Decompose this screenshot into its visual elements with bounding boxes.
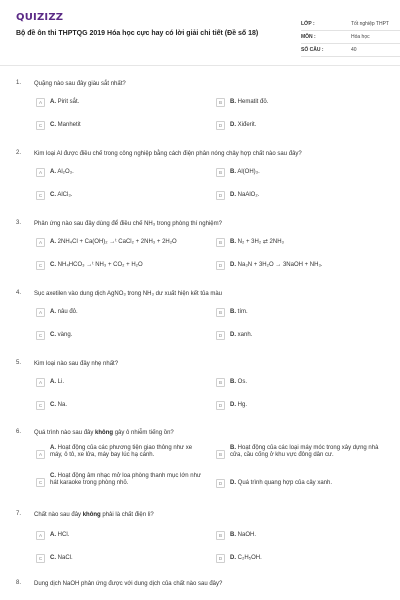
option-letter-box: A [36, 531, 45, 540]
meta-key: MÔN : [301, 34, 316, 40]
option-letter-box: D [216, 261, 225, 270]
quizizz-logo: QUIZIZZ [16, 12, 64, 23]
option-letter-box: A [36, 98, 45, 107]
question-number: 6. [16, 429, 22, 435]
option-letter-box: A [36, 238, 45, 247]
option-letter-box: B [216, 168, 225, 177]
meta-table [301, 18, 400, 57]
question-text: Kim loại nào sau đây nhẹ nhất? [34, 361, 119, 367]
question-number: 1. [16, 80, 22, 86]
option-letter-box: B [216, 308, 225, 317]
option-letter-box: A [36, 378, 45, 387]
meta-key: SỐ CÂU : [301, 47, 324, 53]
option-letter-box: D [216, 554, 225, 563]
question-number: 3. [16, 220, 22, 226]
option-letter-box: D [216, 121, 225, 130]
meta-value: Tốt nghiệp THPT [351, 21, 389, 27]
option-letter-box: C [36, 191, 45, 200]
option-letter-box: B [216, 378, 225, 387]
option-letter-box: C [36, 121, 45, 130]
option-letter-box: B [216, 450, 225, 459]
meta-value: 40 [351, 47, 357, 53]
meta-row-subject [301, 31, 400, 44]
question-number: 2. [16, 150, 22, 156]
option-letter-box: B [216, 98, 225, 107]
question-number: 7. [16, 511, 22, 517]
meta-row-count [301, 44, 400, 57]
option-letter-box: A [36, 168, 45, 177]
meta-row-class [301, 18, 400, 31]
option-letter-box: D [216, 331, 225, 340]
question-number: 5. [16, 360, 22, 366]
option-letter-box: D [216, 479, 225, 488]
question-text: Quá trình nào sau đây không gây ô nhiễm tiếng ồn? [34, 430, 174, 436]
option-letter-box: C [36, 401, 45, 410]
option-letter-box: D [216, 401, 225, 410]
option-letter-box: C [36, 331, 45, 340]
page-title: Bộ đề ôn thi THPTQG 2019 Hóa học cực hay có lời giải chi tiết (Đề số 18) [16, 30, 259, 37]
meta-value: Hóa học [351, 34, 370, 40]
question-text: Dung dịch NaOH phản ứng được với dung dịch của chất nào sau đây? [34, 581, 223, 587]
question-text: Quặng nào sau đây giàu sắt nhất? [34, 81, 126, 87]
option-letter-box: B [216, 238, 225, 247]
header-divider [0, 65, 400, 66]
question-text: Phản ứng nào sau đây dùng để điều chế NH₃ trong phòng thí nghiệm? [34, 221, 222, 227]
option-letter-box: D [216, 191, 225, 200]
option-letter-box: C [36, 478, 45, 487]
question-text: Sục axetilen vào dung dịch AgNO₃ trong NH₃ dư xuất hiện kết tủa màu [34, 291, 223, 297]
option-letter-box: C [36, 554, 45, 563]
worksheet-page: QUIZIZZ Bộ đề ôn thi THPTQG 2019 Hóa học cực hay có lời giải chi tiết (Đề số 18) LỚP : Tốt nghiệp THPT MÔN : Hóa học SỐ CÂU : 40 1. Quặng nào sau đây giàu sắt nhất? A A. Pirit sắt. B B. Hematit đỏ. C C. Manhetit D D. Xiđerit. 2. Kim loại Al được điều chế trong công nghiệp bằng cách điện phân nóng chảy hợp chất nào sau đây? A A. Al₂O₃. B B. Al(OH)₃. C C. AlCl₃. D D. NaAlO₂. 3. Phản ứng nào sau đây dùng để điều chế NH₃ trong phòng thí nghiệm? A A. 2NH₄Cl + Ca(OH)₂ →ᵗ CaCl₂ + 2NH₃ + 2H₂O B B. N₂ + 3H₂ ⇄ 2NH₃ C C. NH₄HCO₃ →ᵗ NH₃ + CO₂ + H₂O D D. Na₃N + 3H₂O → 3NaOH + NH₃. 4. Sục axetilen vào dung dịch AgNO₃ trong NH₃ dư xuất hiện kết tủa màu A A. nâu đỏ. B B. tím. C C. vàng. D D. xanh. 5. Kim loại nào sau đây nhẹ nhất? A A. Li. B B. Os. C C. Na. D D. Hg. 6. Quá trình nào sau đây không gây ô nhiễm tiếng ồn? A A. Hoạt động của các phương tiện giao thông như xe máy, ô tô, xe lửa, máy bay lúc hạ cánh. B B. Hoạt động của các loại máy móc trong xây dựng nhà cửa, cầu cống ở khu vực đông dân cư. C C. Hoạt động âm nhạc mở loa phòng thanh mục lớn như hát karaoke trong phòng nhỏ. D D. Quá trình quang hợp của cây xanh. 7. Chất nào sau đây không phải là chất điện li? A A. HCl. B B. NaOH. C C. NaCl. D D. C₂H₅OH. 8. Dung dịch NaOH phản ứng được với dung dịch của chất nào sau đây? [0, 0, 400, 600]
option-letter-box: B [216, 531, 225, 540]
question-text: Kim loại Al được điều chế trong công nghiệp bằng cách điện phân nóng chảy hợp chất nào sau đây? [34, 151, 302, 157]
question-number: 4. [16, 290, 22, 296]
option-letter-box: A [36, 308, 45, 317]
option-letter-box: A [36, 450, 45, 459]
option-letter-box: C [36, 261, 45, 270]
meta-key: LỚP : [301, 21, 315, 27]
question-number: 8. [16, 580, 22, 586]
question-text: Chất nào sau đây không phải là chất điện li? [34, 512, 154, 518]
worksheet-header [16, 12, 388, 58]
